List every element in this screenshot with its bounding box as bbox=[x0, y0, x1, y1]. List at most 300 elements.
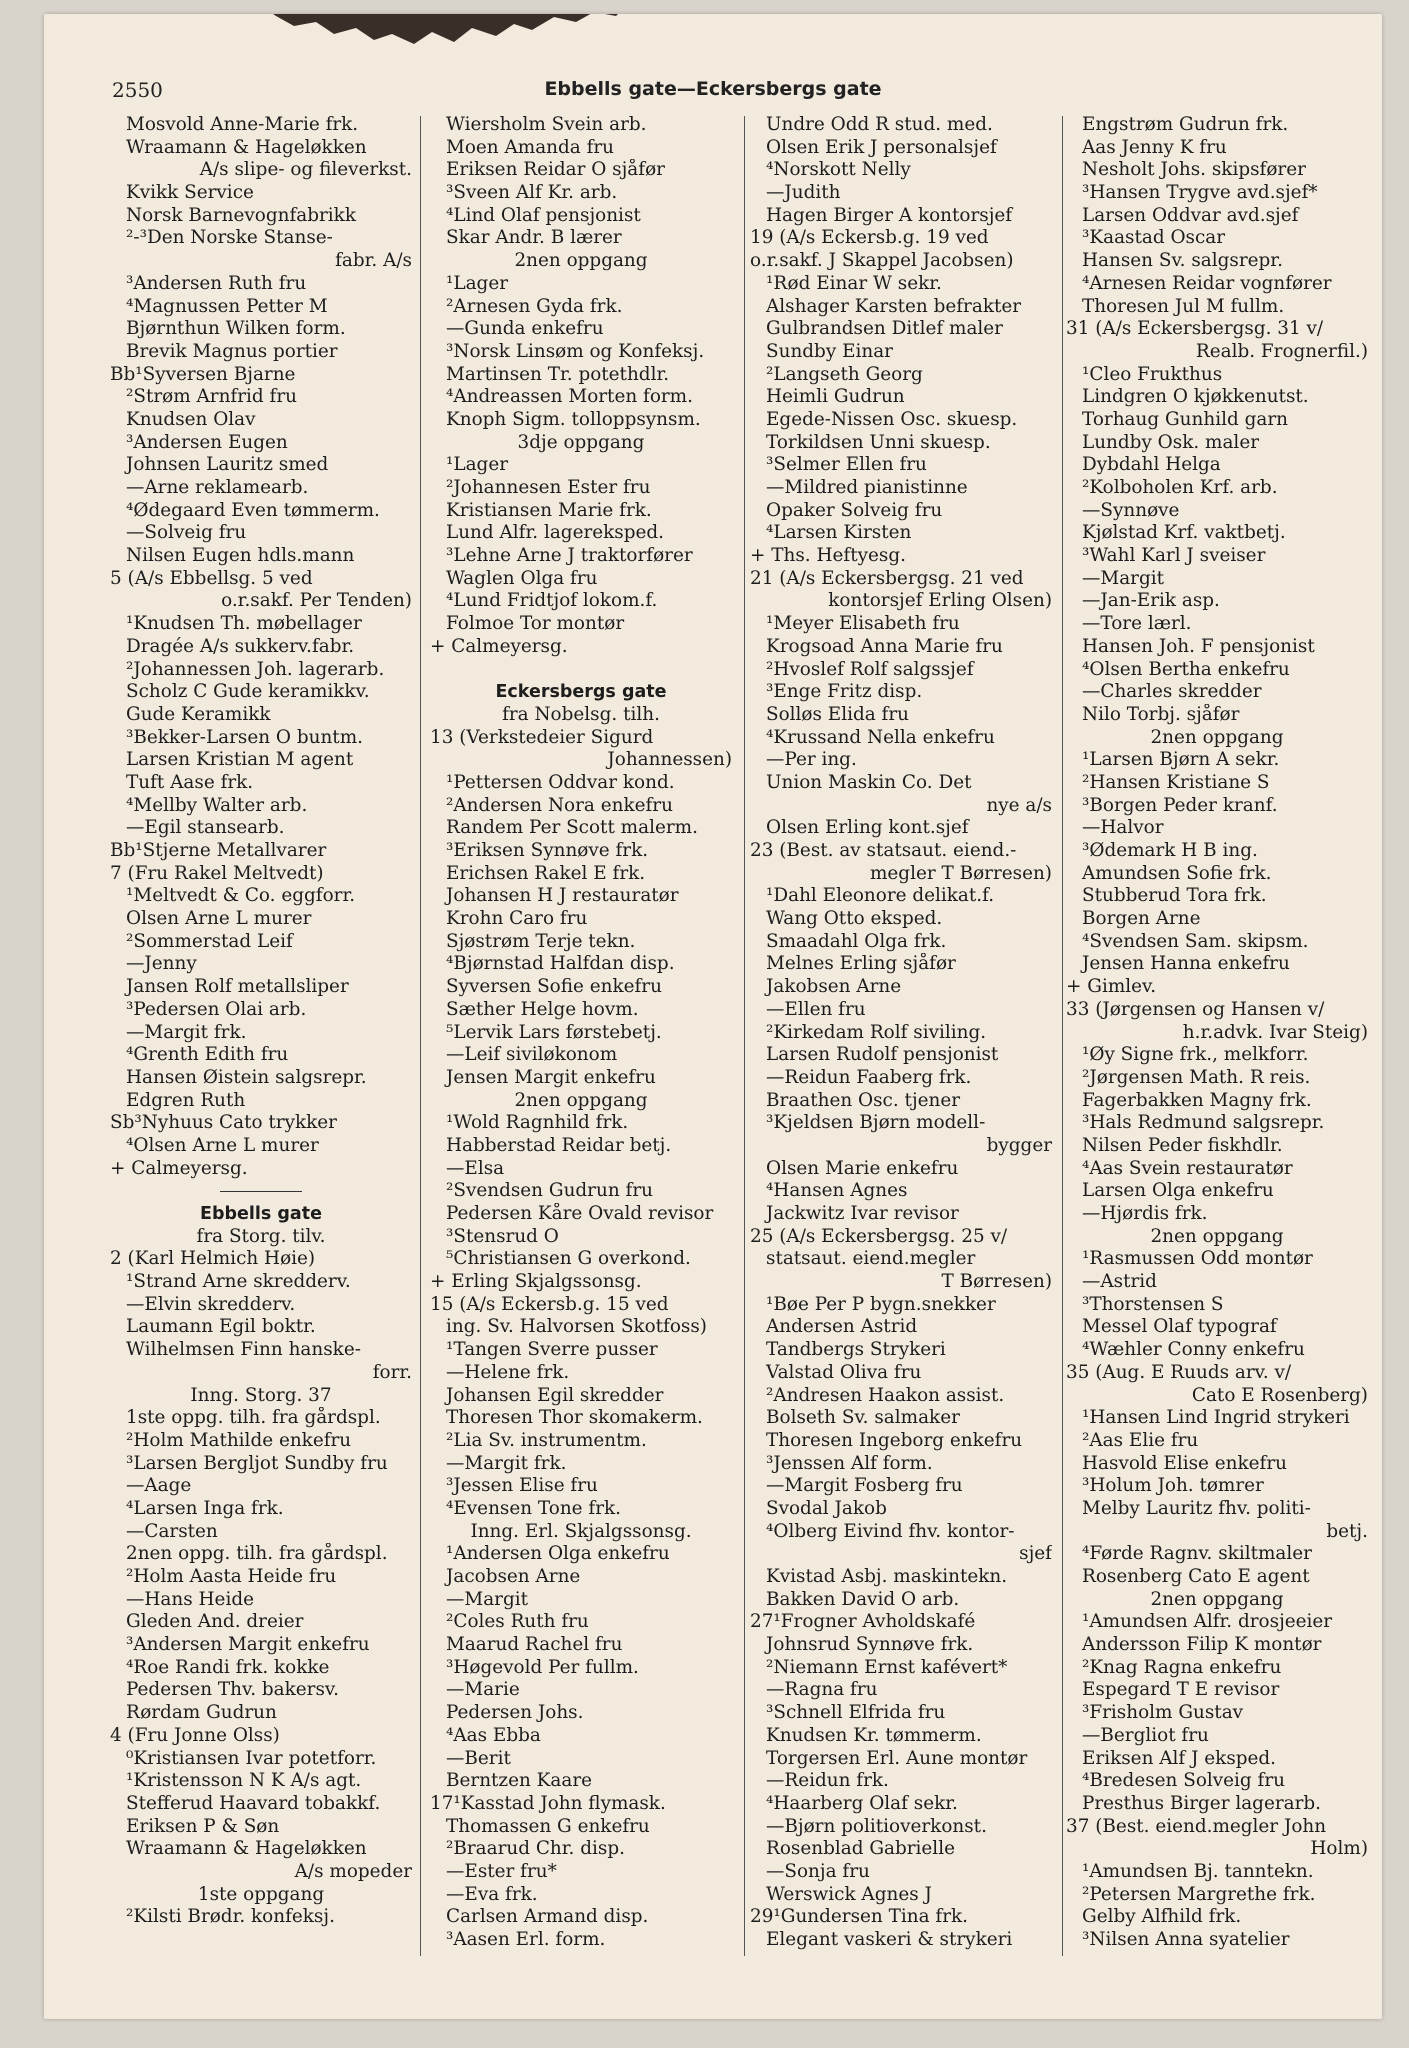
directory-entry: ⁴Ødegaard Even tømmerm. bbox=[126, 499, 380, 521]
directory-entry: ²Johannesen Ester fru bbox=[446, 477, 651, 498]
directory-entry: —Margit bbox=[1082, 567, 1165, 589]
directory-entry: ²Niemann Ernst kafévert* bbox=[766, 1656, 1008, 1678]
directory-entry: ³Borgen Peder kranf. bbox=[1082, 794, 1278, 816]
directory-entry: Jacobsen Arne bbox=[446, 1566, 581, 1587]
directory-entry: ¹Amundsen Bj. tanntekn. bbox=[1082, 1860, 1314, 1882]
directory-entry: ¹Meyer Elisabeth fru bbox=[766, 613, 960, 635]
directory-entry: Knoph Sigm. tolloppsynsm. bbox=[446, 408, 701, 430]
directory-entry: 7 (Fru Rakel Meltvedt) bbox=[110, 862, 324, 884]
directory-entry: Presthus Birger lagerarb. bbox=[1082, 1792, 1321, 1814]
directory-entry: Bb¹Syversen Bjarne bbox=[110, 363, 296, 385]
directory-entry: Wraamann & Hageløkken bbox=[126, 1838, 367, 1860]
directory-entry: ³Norsk Linsøm og Konfeksj. bbox=[446, 340, 705, 362]
directory-entry: betj. bbox=[1326, 1520, 1368, 1542]
directory-entry: 5 (A/s Ebbellsg. 5 ved bbox=[110, 567, 313, 589]
directory-entry: —Mildred pianistinne bbox=[766, 477, 968, 498]
directory-entry: Nilsen Eugen hdls.mann bbox=[126, 545, 355, 567]
street-heading: Ebbells gate bbox=[200, 1204, 322, 1224]
directory-entry: —Elsa bbox=[446, 1157, 505, 1179]
directory-entry: ⁵Lervik Lars førstebetj. bbox=[446, 1021, 662, 1043]
directory-entry: ³Hansen Trygve avd.sjef* bbox=[1082, 182, 1318, 204]
directory-entry: Thomassen G enkefru bbox=[446, 1815, 650, 1837]
directory-entry: ¹Øy Signe frk., melkforr. bbox=[1082, 1044, 1309, 1066]
directory-entry: —Margit frk. bbox=[126, 1021, 247, 1043]
directory-entry: ⁴Larsen Kirsten bbox=[766, 522, 912, 544]
directory-entry: Wang Otto eksped. bbox=[766, 908, 943, 930]
directory-entry: Hagen Birger A kontorsjef bbox=[766, 204, 1013, 226]
directory-entry: h.r.advk. Ivar Steig) bbox=[1182, 1021, 1368, 1043]
directory-entry: Union Maskin Co. Det bbox=[766, 771, 972, 793]
directory-entry: Edgren Ruth bbox=[126, 1089, 246, 1111]
directory-entry: bygger bbox=[986, 1134, 1052, 1156]
directory-entry: 37 (Best. eiend.megler John bbox=[1066, 1815, 1327, 1837]
directory-entry: Thoresen Thor skomakerm. bbox=[446, 1407, 703, 1429]
directory-entry: Gleden And. dreier bbox=[126, 1611, 304, 1633]
directory-entry: ⁴Bjørnstad Halfdan disp. bbox=[446, 953, 675, 975]
directory-entry: Carlsen Armand disp. bbox=[446, 1906, 649, 1928]
directory-entry: Fagerbakken Magny frk. bbox=[1082, 1089, 1312, 1111]
directory-entry: 35 (Aug. E Ruuds arv. v/ bbox=[1066, 1361, 1292, 1383]
directory-entry: ³Hals Redmund salgsrepr. bbox=[1082, 1112, 1325, 1134]
directory-entry: Erichsen Rakel E frk. bbox=[446, 862, 646, 884]
directory-entry: —Bjørn politioverkonst. bbox=[766, 1815, 987, 1837]
directory-entry: —Sonja fru bbox=[766, 1860, 870, 1882]
directory-entry: ³Schnell Elfrida fru bbox=[766, 1702, 946, 1724]
subsection-label: 2nen oppgang bbox=[514, 250, 648, 272]
directory-entry: Jakobsen Arne bbox=[766, 976, 902, 998]
directory-entry: Johansen Egil skredder bbox=[446, 1384, 664, 1406]
directory-entry: —Leif siviløkonom bbox=[446, 1044, 618, 1066]
directory-page bbox=[44, 14, 1382, 2019]
directory-entry: + Ths. Heftyesg. bbox=[750, 545, 906, 567]
directory-entry: —Hjørdis frk. bbox=[1082, 1203, 1208, 1224]
directory-entry: ing. Sv. Halvorsen Skotfoss) bbox=[446, 1316, 707, 1338]
subsection-label: 2nen oppgang bbox=[1150, 1225, 1284, 1247]
directory-entry: Aas Jenny K fru bbox=[1082, 136, 1227, 158]
directory-entry: Waglen Olga fru bbox=[446, 567, 598, 589]
directory-entry: Randem Per Scott malerm. bbox=[446, 817, 698, 839]
directory-entry: —Ragna fru bbox=[766, 1679, 878, 1701]
directory-entry: ¹Lager bbox=[446, 454, 508, 476]
directory-entry: ²Hvoslef Rolf salgssjef bbox=[766, 658, 974, 680]
directory-entry: —Synnøve bbox=[1082, 499, 1180, 521]
directory-entry: Andersson Filip K montør bbox=[1082, 1634, 1322, 1656]
directory-entry: ⁴Larsen Inga frk. bbox=[126, 1497, 284, 1519]
directory-entry: A/s slipe- og fileverkst. bbox=[199, 159, 412, 181]
directory-entry: ¹Bøe Per P bygn.snekker bbox=[766, 1293, 996, 1315]
directory-entry: Holm) bbox=[1310, 1838, 1368, 1860]
column-divider bbox=[420, 116, 421, 1956]
directory-entry: + Calmeyersg. bbox=[430, 635, 568, 657]
directory-entry: 23 (Best. av statsaut. eiend.- bbox=[750, 840, 1017, 861]
directory-entry: ²Aas Elie fru bbox=[1082, 1429, 1199, 1451]
directory-entry: Wiersholm Svein arb. bbox=[446, 114, 647, 135]
directory-entry: Realb. Frognerfil.) bbox=[1195, 340, 1368, 362]
directory-entry: kontorsjef Erling Olsen) bbox=[828, 590, 1052, 612]
directory-entry: A/s mopeder bbox=[294, 1860, 412, 1882]
directory-entry: Bakken David O arb. bbox=[766, 1588, 960, 1610]
directory-entry: ²Petersen Margrethe frk. bbox=[1082, 1883, 1316, 1905]
directory-entry: Eriksen Alf J eksped. bbox=[1082, 1747, 1277, 1769]
directory-entry: Tuft Aase frk. bbox=[126, 771, 254, 793]
directory-entry: ²Kolboholen Krf. arb. bbox=[1082, 477, 1278, 498]
directory-entry: ¹Kristensson N K A/s agt. bbox=[126, 1770, 362, 1792]
directory-entry: —Judith bbox=[766, 182, 841, 204]
directory-entry: ²Lia Sv. instrumentm. bbox=[446, 1429, 647, 1451]
directory-entry: fabr. A/s bbox=[335, 250, 412, 272]
directory-entry: Berntzen Kaare bbox=[446, 1770, 593, 1792]
street-heading: Eckersbergs gate bbox=[495, 682, 667, 703]
directory-entry: —Egil stansearb. bbox=[126, 817, 285, 839]
directory-entry: ¹Knudsen Th. møbellager bbox=[126, 613, 362, 635]
directory-entry: ¹Strand Arne skredderv. bbox=[126, 1271, 351, 1293]
directory-entry: ³Larsen Bergljot Sundby fru bbox=[126, 1452, 388, 1474]
directory-entry: 29¹Gundersen Tina frk. bbox=[750, 1906, 969, 1928]
directory-entry: ³Thorstensen S bbox=[1082, 1293, 1224, 1315]
directory-entry: Kristiansen Marie frk. bbox=[446, 499, 652, 521]
directory-entry: —Aage bbox=[126, 1475, 192, 1497]
directory-entry: Thoresen Jul M fullm. bbox=[1082, 295, 1285, 317]
directory-entry: sjef bbox=[1019, 1543, 1052, 1565]
directory-entry: Jensen Margit enkefru bbox=[446, 1066, 656, 1088]
directory-entry: + Calmeyersg. bbox=[110, 1157, 248, 1179]
subsection-label: fra Storg. tilv. bbox=[196, 1225, 326, 1247]
directory-entry: —Charles skredder bbox=[1082, 681, 1262, 703]
directory-entry: Jackwitz Ivar revisor bbox=[766, 1203, 959, 1224]
directory-entry: 31 (A/s Eckersbergsg. 31 v/ bbox=[1066, 318, 1324, 340]
directory-entry: Solløs Elida fru bbox=[766, 703, 910, 725]
directory-entry: ¹Cleo Frukthus bbox=[1082, 363, 1223, 385]
directory-entry: —Eva frk. bbox=[446, 1883, 538, 1905]
subsection-label: 1ste oppgang bbox=[197, 1883, 325, 1905]
directory-entry: Scholz C Gude keramikkv. bbox=[126, 681, 370, 703]
directory-entry: —Tore lærl. bbox=[1082, 613, 1192, 635]
directory-entry: Jensen Hanna enkefru bbox=[1082, 953, 1290, 975]
directory-entry: Johnsrud Synnøve frk. bbox=[766, 1634, 974, 1656]
directory-entry: ²Braarud Chr. disp. bbox=[446, 1838, 625, 1860]
column-2 bbox=[430, 114, 732, 1952]
directory-entry: ³Jenssen Alf form. bbox=[766, 1452, 933, 1474]
directory-entry: Thoresen Ingeborg enkefru bbox=[766, 1429, 1023, 1451]
directory-entry: Moen Amanda fru bbox=[446, 136, 615, 158]
directory-entry: Johnsen Lauritz smed bbox=[126, 454, 329, 476]
directory-entry: Bolseth Sv. salmaker bbox=[766, 1407, 960, 1429]
directory-entry: Hansen Sv. salgsrepr. bbox=[1082, 250, 1283, 272]
directory-entry: Gelby Alfhild frk. bbox=[1082, 1906, 1242, 1928]
directory-entry: ³Pedersen Olai arb. bbox=[126, 998, 307, 1020]
directory-entry: ¹Rasmussen Odd montør bbox=[1082, 1248, 1313, 1270]
directory-entry: Krohn Caro fru bbox=[446, 908, 588, 930]
directory-entry: Johannessen) bbox=[607, 749, 732, 771]
directory-entry: Laumann Egil boktr. bbox=[126, 1316, 316, 1338]
directory-entry: Rørdam Gudrun bbox=[126, 1702, 277, 1724]
directory-entry: Jansen Rolf metallsliper bbox=[126, 976, 349, 998]
directory-entry: —Astrid bbox=[1082, 1271, 1157, 1293]
directory-entry: Cato E Rosenberg) bbox=[1191, 1384, 1368, 1406]
directory-entry: —Per ing. bbox=[766, 749, 857, 771]
subsection-label: Inng. Storg. 37 bbox=[190, 1384, 332, 1406]
directory-entry: o.r.sakf. Per Tenden) bbox=[221, 590, 412, 612]
directory-entry: Larsen Oddvar avd.sjef bbox=[1082, 204, 1299, 226]
directory-entry: ⁴Aas Svein restauratør bbox=[1082, 1157, 1293, 1179]
directory-entry: Sb³Nyhuus Cato trykker bbox=[110, 1112, 337, 1134]
directory-entry: ⁴Wæhler Conny enkefru bbox=[1082, 1339, 1305, 1361]
subsection-label: 2nen oppgang bbox=[514, 1089, 648, 1111]
directory-entry: Torgersen Erl. Aune montør bbox=[766, 1747, 1028, 1769]
directory-entry bbox=[430, 659, 732, 682]
directory-entry: ³Andersen Margit enkefru bbox=[126, 1634, 370, 1656]
directory-entry: ³Bekker-Larsen O buntm. bbox=[126, 726, 363, 748]
directory-entry: ⁴Krussand Nella enkefru bbox=[766, 726, 995, 748]
subsection-label: fra Nobelsg. tilh. bbox=[502, 703, 660, 725]
directory-entry: ³Wahl Karl J sveiser bbox=[1082, 545, 1266, 567]
directory-entry: ²Johannessen Joh. lagerarb. bbox=[126, 658, 385, 680]
directory-entry: ²Holm Mathilde enkefru bbox=[126, 1429, 352, 1451]
directory-entry: ³Lehne Arne J traktorfører bbox=[446, 545, 693, 567]
directory-entry: ⁴Førde Ragnv. skiltmaler bbox=[1082, 1543, 1312, 1565]
directory-entry: ¹Wold Ragnhild frk. bbox=[446, 1112, 629, 1134]
directory-entry: ⁴Aas Ebba bbox=[446, 1724, 541, 1746]
directory-entry: forr. bbox=[372, 1361, 412, 1383]
directory-entry: ¹Tangen Sverre pusser bbox=[446, 1339, 658, 1361]
directory-entry: ³Stensrud O bbox=[446, 1225, 559, 1247]
directory-entry: Syversen Sofie enkefru bbox=[446, 976, 662, 998]
directory-entry: Hasvold Elise enkefru bbox=[1082, 1452, 1287, 1474]
directory-entry: ²Hansen Kristiane S bbox=[1082, 771, 1270, 793]
directory-entry: Lundby Osk. maler bbox=[1082, 431, 1259, 453]
directory-entry: —Berit bbox=[446, 1747, 511, 1769]
directory-entry: Krogsoad Anna Marie fru bbox=[766, 635, 1003, 657]
directory-entry: ⁴Lind Olaf pensjonist bbox=[446, 204, 641, 226]
directory-entry: Olsen Erling kont.sjef bbox=[766, 817, 969, 839]
directory-entry: ²Andersen Nora enkefru bbox=[446, 794, 673, 816]
directory-entry: Opaker Solveig fru bbox=[766, 499, 943, 521]
directory-entry: ³Selmer Ellen fru bbox=[766, 454, 927, 476]
directory-entry: Norsk Barnevognfabrikk bbox=[126, 204, 356, 226]
directory-entry: Knudsen Kr. tømmerm. bbox=[766, 1724, 982, 1746]
subsection-label: 3dje oppgang bbox=[517, 431, 645, 453]
directory-entry: ⁴Olberg Eivind fhv. kontor- bbox=[766, 1520, 1015, 1542]
directory-entry: statsaut. eiend.megler bbox=[766, 1248, 976, 1270]
directory-entry: Gude Keramikk bbox=[126, 703, 271, 725]
directory-entry: ²Arnesen Gyda frk. bbox=[446, 295, 623, 317]
directory-entry: ³Ødemark H B ing. bbox=[1082, 840, 1258, 861]
directory-entry: ³Eriksen Synnøve frk. bbox=[446, 840, 649, 861]
directory-entry: Larsen Olga enkefru bbox=[1082, 1180, 1274, 1202]
directory-entry: ³Frisholm Gustav bbox=[1082, 1702, 1244, 1724]
directory-entry: Alshager Karsten befrakter bbox=[766, 295, 1022, 317]
directory-entry: Nesholt Johs. skipsfører bbox=[1082, 159, 1306, 181]
directory-entry: + Gimlev. bbox=[1066, 976, 1157, 998]
directory-entry: Lund Alfr. lagereksped. bbox=[446, 522, 664, 544]
directory-entry: ⁴Bredesen Solveig fru bbox=[1082, 1770, 1285, 1792]
directory-entry: Kvikk Service bbox=[126, 182, 254, 204]
directory-entry: ⁵Christiansen G overkond. bbox=[446, 1248, 691, 1270]
directory-entry: —Margit frk. bbox=[446, 1452, 567, 1474]
directory-entry: ¹Meltvedt & Co. eggforr. bbox=[126, 885, 356, 907]
directory-entry: Brevik Magnus portier bbox=[126, 340, 338, 362]
directory-entry: ⁴Mellby Walter arb. bbox=[126, 794, 308, 816]
directory-entry: 13 (Verkstedeier Sigurd bbox=[430, 726, 654, 748]
directory-entry: Pedersen Johs. bbox=[446, 1702, 584, 1724]
directory-entry: ³Jessen Elise fru bbox=[446, 1475, 598, 1497]
directory-entry: ²Coles Ruth fru bbox=[446, 1611, 589, 1633]
directory-entry: Bb¹Stjerne Metallvarer bbox=[110, 840, 327, 861]
directory-entry: Dybdahl Helga bbox=[1082, 454, 1221, 476]
directory-entry: 33 (Jørgensen og Hansen v/ bbox=[1066, 998, 1325, 1020]
directory-entry: Sundby Einar bbox=[766, 340, 893, 362]
directory-entry: —Jenny bbox=[126, 953, 197, 975]
directory-entry: Olsen Marie enkefru bbox=[766, 1157, 959, 1179]
directory-entry: ²Sommerstad Leif bbox=[126, 930, 293, 952]
directory-entry: —Helene frk. bbox=[446, 1361, 570, 1383]
directory-entry: Dragée A/s sukkerv.fabr. bbox=[126, 635, 355, 657]
directory-entry: —Reidun frk. bbox=[766, 1770, 889, 1792]
directory-entry: Lindgren O kjøkkenutst. bbox=[1082, 386, 1309, 408]
directory-entry: Larsen Kristian M agent bbox=[126, 749, 354, 771]
directory-entry: Pedersen Kåre Ovald revisor bbox=[446, 1203, 714, 1224]
directory-entry: Bjørnthun Wilken form. bbox=[126, 318, 346, 340]
directory-entry: ³Nilsen Anna syatelier bbox=[1082, 1929, 1290, 1950]
directory-entry: Kjølstad Krf. vaktbetj. bbox=[1082, 522, 1286, 544]
directory-entry: ²Andresen Haakon assist. bbox=[766, 1384, 1005, 1406]
directory-entry: o.r.sakf. J Skappel Jacobsen) bbox=[750, 250, 1014, 272]
directory-entry: Olsen Arne L murer bbox=[126, 908, 312, 930]
directory-entry: Melby Lauritz fhv. politi- bbox=[1082, 1497, 1311, 1519]
directory-entry: Sæther Helge hovm. bbox=[446, 998, 639, 1020]
directory-entry: ⁴Evensen Tone frk. bbox=[446, 1497, 621, 1519]
directory-entry: ⁰Kristiansen Ivar potetforr. bbox=[126, 1747, 377, 1769]
directory-entry: —Arne reklamearb. bbox=[126, 477, 309, 498]
directory-entry: T Børresen) bbox=[941, 1271, 1052, 1293]
directory-entry: Gulbrandsen Ditlef maler bbox=[766, 318, 1003, 340]
directory-entry: ³Holum Joh. tømrer bbox=[1082, 1475, 1264, 1497]
torn-paper-edge bbox=[264, 14, 624, 50]
directory-entry: ⁴Arnesen Reidar vognfører bbox=[1082, 272, 1332, 294]
directory-entry: ²Langseth Georg bbox=[766, 363, 923, 385]
directory-entry: 27¹Frogner Avholdskafé bbox=[750, 1611, 976, 1633]
column-divider bbox=[744, 116, 745, 1956]
directory-entry: Undre Odd R stud. med. bbox=[766, 114, 993, 135]
directory-entry: Eriksen Reidar O sjåfør bbox=[446, 159, 665, 181]
directory-entry: ⁴Svendsen Sam. skipsm. bbox=[1082, 930, 1309, 952]
directory-entry: Johansen H J restauratør bbox=[446, 885, 679, 907]
directory-entry: ²-³Den Norske Stanse- bbox=[126, 227, 333, 249]
directory-entry: 15 (A/s Eckersb.g. 15 ved bbox=[430, 1293, 669, 1315]
column-divider bbox=[1062, 116, 1063, 1956]
directory-entry: —Reidun Faaberg frk. bbox=[766, 1066, 972, 1088]
directory-entry: ²Kilsti Brødr. konfeksj. bbox=[126, 1906, 335, 1928]
directory-entry: Svodal Jakob bbox=[766, 1497, 887, 1519]
directory-entry: ¹Rød Einar W sekr. bbox=[766, 272, 942, 294]
running-head: Ebbells gate—Eckersbergs gate bbox=[544, 78, 882, 100]
directory-entry: Messel Olaf typograf bbox=[1082, 1316, 1277, 1338]
directory-entry: megler T Børresen) bbox=[869, 862, 1052, 884]
directory-entry: ¹Pettersen Oddvar kond. bbox=[446, 771, 675, 793]
section-divider bbox=[110, 1180, 412, 1203]
directory-entry: ⁴Hansen Agnes bbox=[766, 1180, 908, 1202]
directory-entry: Torhaug Gunhild garn bbox=[1082, 408, 1288, 430]
directory-entry: + Erling Skjalgssonsg. bbox=[430, 1271, 642, 1293]
directory-entry: 21 (A/s Eckersbergsg. 21 ved bbox=[750, 567, 1024, 589]
subsection-label: 2nen oppgang bbox=[1150, 726, 1284, 748]
directory-entry: ¹Larsen Bjørn A sekr. bbox=[1082, 749, 1280, 771]
directory-entry: Rosenberg Cato E agent bbox=[1082, 1566, 1310, 1587]
directory-entry: ²Jørgensen Math. R reis. bbox=[1082, 1066, 1311, 1088]
directory-entry: Olsen Erik J personalsjef bbox=[766, 136, 997, 158]
directory-entry: 1ste oppg. tilh. fra gårdspl. bbox=[126, 1407, 381, 1429]
directory-entry: Skar Andr. B lærer bbox=[446, 227, 622, 249]
directory-entry: ³Andersen Eugen bbox=[126, 431, 288, 453]
directory-entry: Braathen Osc. tjener bbox=[766, 1089, 961, 1111]
directory-entry: ¹Lager bbox=[446, 272, 508, 294]
directory-entry: Knudsen Olav bbox=[126, 408, 256, 430]
directory-entry: ³Aasen Erl. form. bbox=[446, 1929, 606, 1950]
subsection-label: Inng. Erl. Skjalgssonsg. bbox=[470, 1520, 692, 1542]
directory-entry: ⁴Olsen Arne L murer bbox=[126, 1134, 319, 1156]
directory-entry: Sjøstrøm Terje tekn. bbox=[446, 930, 636, 952]
directory-entry: Engstrøm Gudrun frk. bbox=[1082, 114, 1289, 135]
directory-entry: ³Enge Fritz disp. bbox=[766, 681, 923, 703]
directory-entry: Maarud Rachel fru bbox=[446, 1634, 623, 1656]
directory-entry: Heimli Gudrun bbox=[766, 386, 905, 408]
directory-entry: ²Kirkedam Rolf siviling. bbox=[766, 1021, 987, 1043]
subsection-label: 2nen oppgang bbox=[1150, 1588, 1284, 1610]
directory-entry: Amundsen Sofie frk. bbox=[1082, 862, 1272, 884]
directory-entry: ¹Andersen Olga enkefru bbox=[446, 1543, 670, 1565]
directory-entry: ⁴Norskott Nelly bbox=[766, 159, 911, 181]
directory-entry: Tandbergs Strykeri bbox=[766, 1339, 946, 1361]
directory-entry: —Elvin skredderv. bbox=[126, 1293, 296, 1315]
directory-entry: ²Knag Ragna enkefru bbox=[1082, 1656, 1282, 1678]
directory-entry: 4 (Fru Jonne Olss) bbox=[110, 1724, 280, 1746]
directory-entry: ⁴Roe Randi frk. kokke bbox=[126, 1656, 330, 1678]
directory-entry: Wilhelmsen Finn hanske- bbox=[126, 1339, 361, 1361]
directory-entry: ⁴Olsen Bertha enkefru bbox=[1082, 658, 1290, 680]
directory-entry: ³Høgevold Per fullm. bbox=[446, 1656, 639, 1678]
directory-entry: Smaadahl Olga frk. bbox=[766, 930, 947, 952]
directory-entry: ¹Dahl Eleonore delikat.f. bbox=[766, 885, 995, 907]
directory-entry: —Solveig fru bbox=[126, 522, 247, 544]
directory-entry: Espegard T E revisor bbox=[1082, 1679, 1280, 1701]
directory-entry: —Hans Heide bbox=[126, 1588, 254, 1610]
directory-entry: —Carsten bbox=[126, 1520, 218, 1542]
directory-entry: 25 (A/s Eckersbergsg. 25 v/ bbox=[750, 1225, 1008, 1247]
directory-entry: Stefferud Haavard tobakkf. bbox=[126, 1792, 381, 1814]
directory-entry: ⁴Andreassen Morten form. bbox=[446, 386, 693, 408]
directory-entry: ⁴Magnussen Petter M bbox=[126, 295, 328, 317]
directory-entry: ⁴Lund Fridtjof lokom.f. bbox=[446, 590, 658, 612]
directory-entry: Egede-Nissen Osc. skuesp. bbox=[766, 408, 1018, 430]
directory-entry: ¹Hansen Lind Ingrid strykeri bbox=[1082, 1407, 1350, 1429]
directory-entry: ⁴Haarberg Olaf sekr. bbox=[766, 1792, 958, 1814]
directory-entry: ³Kaastad Oscar bbox=[1082, 227, 1226, 249]
directory-entry: Martinsen Tr. potethdlr. bbox=[446, 363, 670, 385]
directory-entry: Nilo Torbj. sjåfør bbox=[1082, 703, 1240, 725]
directory-entry: Hansen Joh. F pensjonist bbox=[1082, 635, 1315, 657]
directory-entry: —Bergliot fru bbox=[1082, 1724, 1209, 1746]
directory-entry: Valstad Oliva fru bbox=[766, 1361, 922, 1383]
directory-entry: Folmoe Tor montør bbox=[446, 613, 625, 635]
directory-entry: Elegant vaskeri & strykeri bbox=[766, 1929, 1013, 1950]
directory-entry: Stubberud Tora frk. bbox=[1082, 885, 1267, 907]
column-1 bbox=[110, 114, 412, 1929]
column-3 bbox=[750, 114, 1052, 1952]
directory-entry: Nilsen Peder fiskhdlr. bbox=[1082, 1134, 1283, 1156]
directory-entry: 2 (Karl Helmich Høie) bbox=[110, 1248, 316, 1270]
directory-entry: —Ellen fru bbox=[766, 998, 866, 1020]
directory-entry: Borgen Arne bbox=[1082, 908, 1201, 930]
